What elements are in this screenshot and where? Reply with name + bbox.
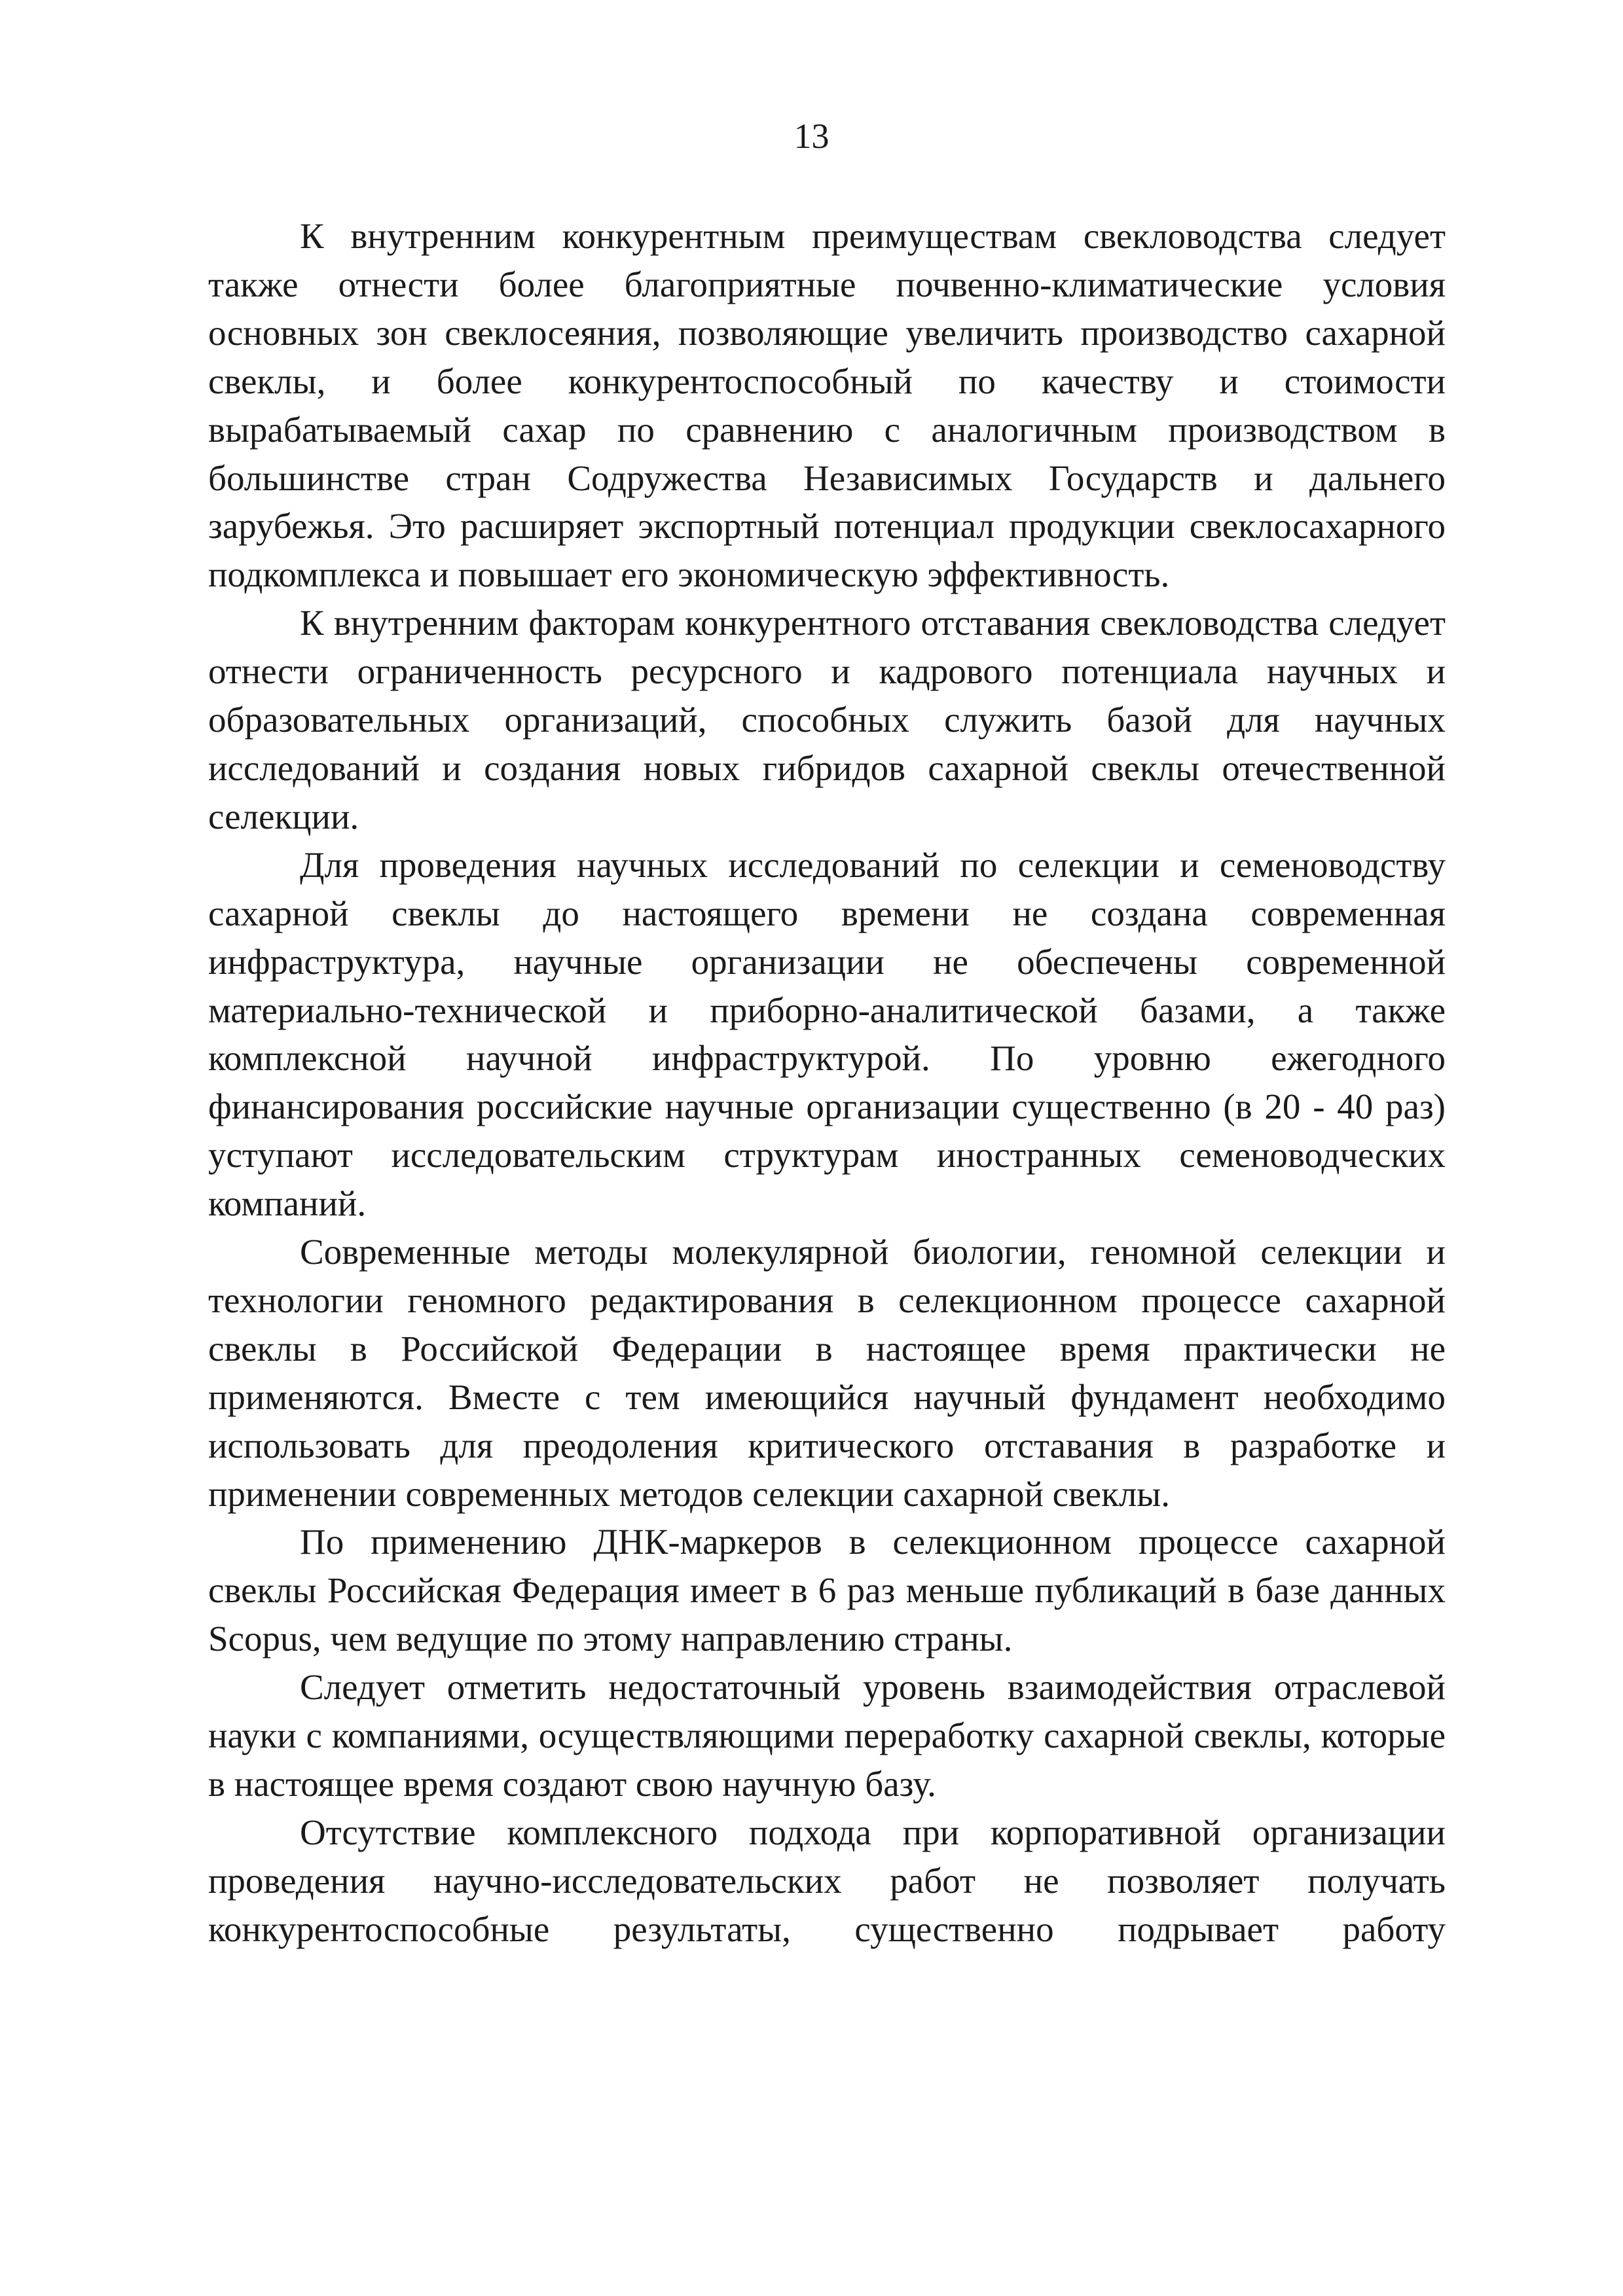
paragraph-3: Для проведения научных исследований по селекции и семеноводству сахарной свеклы до настоящего времени не создана современная инфраструктура, научные организации не обеспечены современной материально-технической и приборно-аналитической базами, а также комплексной научной инфраструктурой. По уровню ежегодного финансирования российские научные организации существенно (в 20 - 40 раз) уступают исследовательским структурам иностранных семеноводческих компаний. [208, 844, 1446, 1224]
paragraph-2: К внутренним факторам конкурентного отставания свекловодства следует отнести ограниченность ресурсного и кадрового потенциала научных и образовательных организаций, способных служить базой для научных исследований и создания новых гибридов сахарной свеклы отечественной селекции. [208, 603, 1446, 836]
page-number: 13 [793, 117, 830, 156]
paragraph-1: К внутренним конкурентным преимуществам свекловодства следует также отнести более благоприятные почвенно-климатические условия основных зон свеклосеяния, позволяющие увеличить производство сахарной свеклы, и более конкурентоспособный по качеству и стоимости вырабатываемый сахар по сравнению с аналогичным производством в большинстве стран Содружества Независимых Государств и дальнего зарубежья. Это расширяет экспортный потенциал продукции свеклосахарного подкомплекса и повышает его экономическую эффективность. [208, 216, 1446, 595]
paragraph-7: Отсутствие комплексного подхода при корпоративной организации проведения научно-исследовательских работ не позволяет получать конкурентоспособные результаты, существенно подрывает работу [208, 1812, 1446, 1949]
paragraph-6: Следует отметить недостаточный уровень взаимодействия отраслевой науки с компаниями, осуществляющими переработку сахарной свеклы, которые в настоящее время создают свою научную базу. [208, 1667, 1446, 1804]
paragraph-4: Современные методы молекулярной биологии, геномной селекции и технологии геномного редактирования в селекционном процессе сахарной свеклы в Российской Федерации в настоящее время практически не применяются. Вместе с тем имеющийся научный фундамент необходимо использовать для преодоления критического отставания в разработке и применении современных методов селекции сахарной свеклы. [208, 1232, 1446, 1514]
body-text [208, 212, 1446, 1954]
paragraph-5: По применению ДНК-маркеров в селекционном процессе сахарной свеклы Российская Федерация имеет в 6 раз меньше публикаций в базе данных Scopus, чем ведущие по этому направлению страны. [208, 1522, 1446, 1659]
